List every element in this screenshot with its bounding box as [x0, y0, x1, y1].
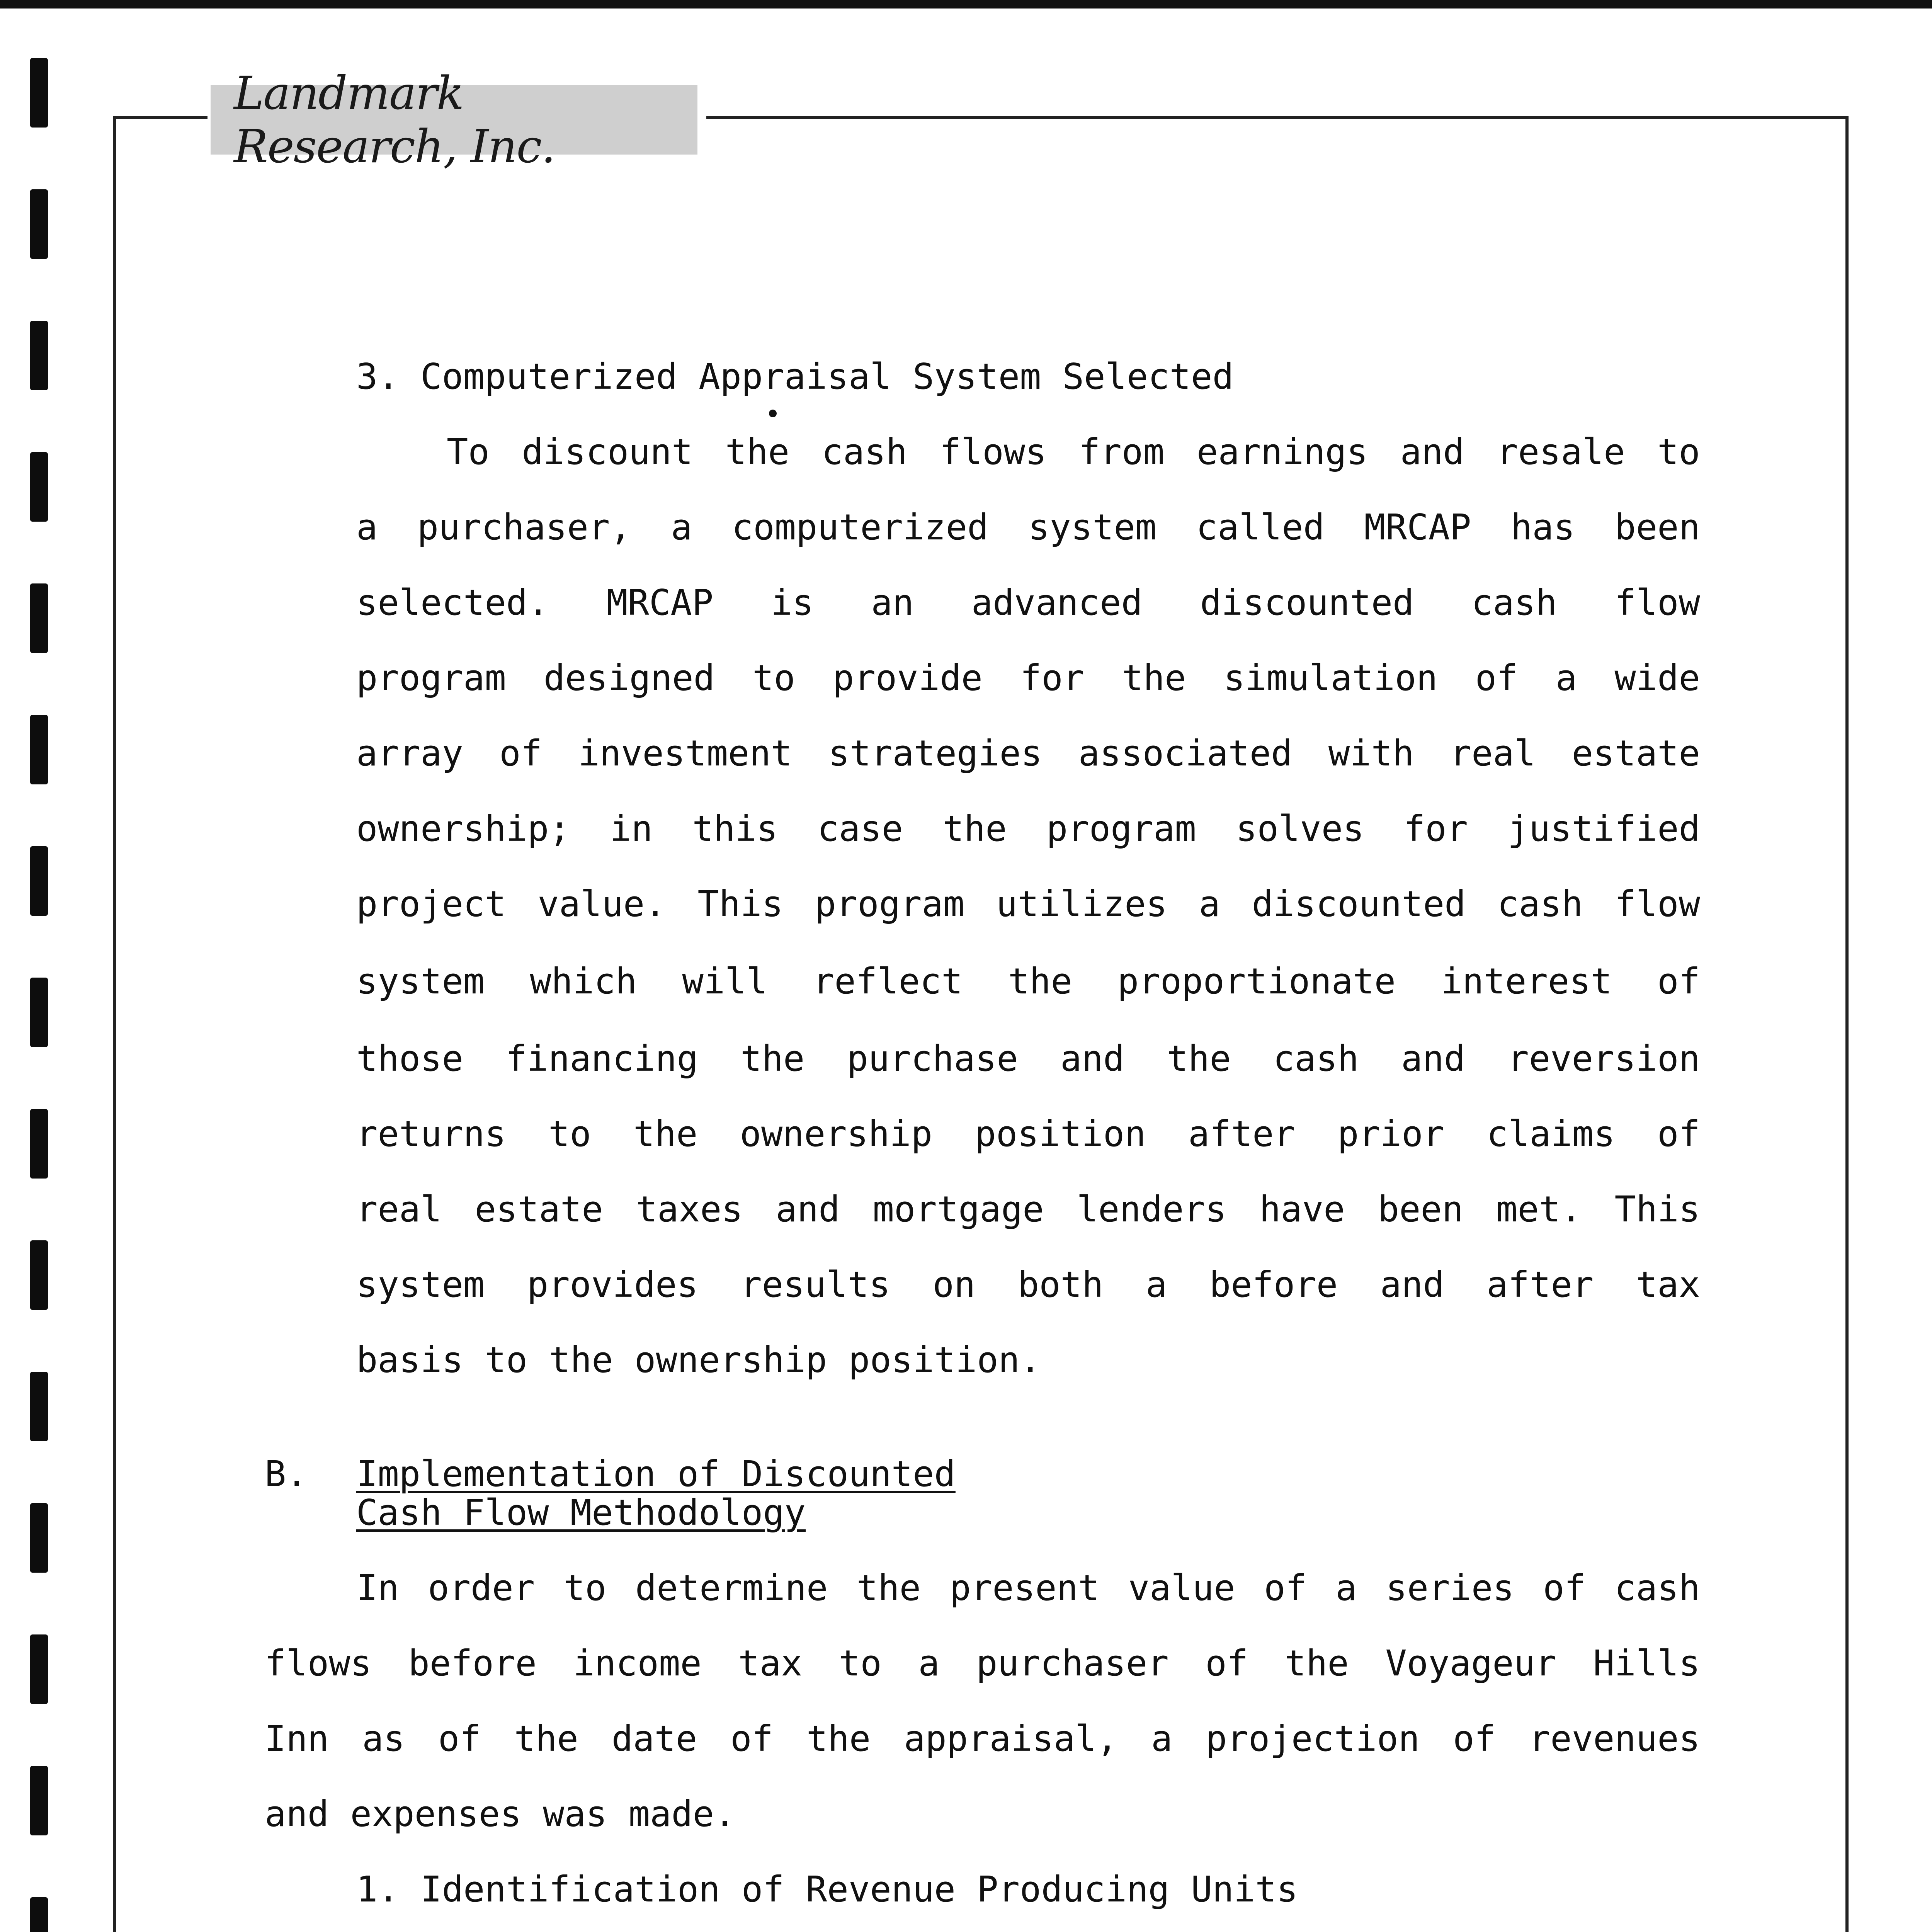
binding-hole	[30, 978, 48, 1047]
word: array	[356, 733, 463, 774]
paragraph-line: and expenses was made.	[265, 1793, 736, 1835]
word: the	[942, 808, 1007, 849]
word: a	[671, 507, 692, 548]
word: and	[1060, 1038, 1125, 1079]
section-b-letter: B.	[265, 1453, 308, 1495]
word: on	[932, 1264, 976, 1305]
company-logo: Landmark Research, Inc.	[211, 85, 697, 155]
word: discounted	[1200, 582, 1414, 623]
word: for	[1403, 808, 1468, 849]
word: program	[815, 883, 965, 925]
word: after	[1188, 1113, 1295, 1155]
word: real	[1450, 733, 1536, 774]
word: series	[1386, 1567, 1514, 1609]
word: earnings	[1197, 431, 1368, 473]
word: cash	[1471, 582, 1557, 623]
binding-hole	[30, 583, 48, 653]
word: and	[1380, 1264, 1444, 1305]
word: from	[1079, 431, 1165, 473]
word: have	[1259, 1189, 1345, 1230]
word: has	[1510, 507, 1575, 548]
word: position	[975, 1113, 1146, 1155]
section-b-title: Implementation of Discounted	[356, 1453, 956, 1495]
paragraph-line	[356, 1115, 1700, 1153]
paragraph-line	[356, 734, 1700, 773]
word: a	[918, 1643, 940, 1684]
word: lenders	[1077, 1189, 1227, 1230]
word: a	[1335, 1567, 1357, 1609]
word: in	[610, 808, 653, 849]
paragraph-line	[356, 1265, 1700, 1304]
binding-hole	[30, 715, 48, 784]
word: of	[1657, 1113, 1700, 1155]
word: investment	[578, 733, 793, 774]
word: designed	[543, 657, 715, 699]
word: been	[1378, 1189, 1464, 1230]
binding-hole	[30, 452, 48, 522]
word: program	[1046, 808, 1196, 849]
word: real	[356, 1189, 442, 1230]
word: projection	[1206, 1718, 1420, 1759]
word: a	[356, 507, 378, 548]
word: after	[1486, 1264, 1594, 1305]
paragraph-line	[356, 810, 1700, 848]
word: In	[356, 1567, 399, 1609]
word: system	[356, 1264, 485, 1305]
word: strategies	[828, 733, 1043, 774]
word: before	[1209, 1264, 1338, 1305]
binding-hole	[30, 1372, 48, 1441]
binding-hole	[30, 58, 48, 128]
word: purchaser,	[417, 507, 631, 548]
frame-line	[113, 116, 116, 1932]
paragraph-line	[265, 1644, 1700, 1683]
word: taxes	[636, 1189, 743, 1230]
word: of	[1264, 1567, 1307, 1609]
word: program	[356, 657, 506, 699]
word: revenues	[1529, 1718, 1700, 1759]
binding-hole	[30, 1109, 48, 1179]
word: with	[1328, 733, 1414, 774]
paragraph-line	[356, 885, 1700, 923]
word: flow	[1614, 582, 1700, 623]
word: the	[806, 1718, 871, 1759]
word: the	[740, 1038, 805, 1079]
word: flows	[265, 1643, 372, 1684]
word: prior	[1337, 1113, 1445, 1155]
word: present	[949, 1567, 1100, 1609]
word: estate	[1571, 733, 1700, 774]
word: a	[1145, 1264, 1167, 1305]
subsection-1-heading: 1. Identification of Revenue Producing Units	[356, 1869, 1298, 1910]
word: of	[1543, 1567, 1586, 1609]
word: justified	[1507, 808, 1700, 849]
word: met.	[1496, 1189, 1582, 1230]
word: the	[1284, 1643, 1349, 1684]
word: computerized	[731, 507, 989, 548]
paragraph-line	[356, 962, 1700, 1001]
word: of	[730, 1718, 774, 1759]
word: associated	[1078, 733, 1293, 774]
word: called	[1196, 507, 1325, 548]
word: returns	[356, 1113, 506, 1155]
word: for	[1020, 657, 1085, 699]
stray-mark	[769, 410, 777, 417]
word: flows	[939, 431, 1047, 473]
word: and	[776, 1189, 840, 1230]
binding-hole	[30, 846, 48, 916]
scan-top-edge	[0, 0, 1932, 9]
word: tax	[738, 1643, 803, 1684]
word: which	[530, 961, 637, 1002]
word: to	[839, 1643, 882, 1684]
word: to	[752, 657, 795, 699]
word: tax	[1636, 1264, 1700, 1305]
word: of	[499, 733, 543, 774]
word: a	[1199, 883, 1220, 925]
section-3-heading: 3. Computerized Appraisal System Selected	[356, 356, 1234, 397]
word: flow	[1614, 883, 1700, 925]
binding-hole	[30, 1766, 48, 1835]
binding-hole	[30, 1897, 48, 1932]
word: discount	[522, 431, 693, 473]
word: proportionate	[1117, 961, 1396, 1002]
word: provides	[527, 1264, 698, 1305]
word: cash	[1614, 1567, 1700, 1609]
word: wide	[1614, 657, 1700, 699]
word: value	[1128, 1567, 1235, 1609]
word: value.	[537, 883, 666, 925]
word: resale	[1497, 431, 1625, 473]
paragraph-line	[356, 1190, 1700, 1229]
word: financing	[505, 1038, 698, 1079]
word: a	[1555, 657, 1577, 699]
binding-hole	[30, 1634, 48, 1704]
section-b-title: Cash Flow Methodology	[356, 1492, 806, 1533]
word: determine	[635, 1567, 828, 1609]
frame-line	[1845, 116, 1849, 1932]
word: estate	[474, 1189, 603, 1230]
word: Voyageur	[1385, 1643, 1557, 1684]
word: purchaser	[976, 1643, 1169, 1684]
word: cash	[821, 431, 908, 473]
word: the	[514, 1718, 578, 1759]
word: to	[548, 1113, 591, 1155]
binding-hole	[30, 1503, 48, 1573]
word: of	[1657, 961, 1700, 1002]
word: discounted	[1252, 883, 1466, 925]
word: reflect	[813, 961, 963, 1002]
word: is	[770, 582, 814, 623]
word: cash	[1497, 883, 1583, 925]
word: mortgage	[872, 1189, 1044, 1230]
word: utilizes	[996, 883, 1167, 925]
binding-hole	[30, 321, 48, 390]
paragraph-line	[447, 433, 1700, 471]
word: date	[611, 1718, 697, 1759]
word: the	[725, 431, 790, 473]
word: case	[817, 808, 903, 849]
word: ownership	[740, 1113, 933, 1155]
word: selected.	[356, 582, 549, 623]
word: the	[856, 1567, 921, 1609]
word: MRCAP	[606, 582, 714, 623]
word: before	[408, 1643, 537, 1684]
frame-line	[706, 116, 1849, 119]
word: to	[563, 1567, 607, 1609]
word: been	[1614, 507, 1700, 548]
word: project	[356, 883, 506, 925]
word: reversion	[1507, 1038, 1700, 1079]
word: as	[362, 1718, 405, 1759]
paragraph-line	[356, 508, 1700, 547]
word: both	[1017, 1264, 1104, 1305]
word: system	[356, 961, 485, 1002]
word: advanced	[971, 582, 1143, 623]
word: purchase	[847, 1038, 1018, 1079]
word: the	[633, 1113, 698, 1155]
word: of	[1453, 1718, 1496, 1759]
word: a	[1151, 1718, 1173, 1759]
word: income	[573, 1643, 702, 1684]
word: of	[438, 1718, 481, 1759]
word: the	[1167, 1038, 1231, 1079]
word: claims	[1486, 1113, 1615, 1155]
word: of	[1475, 657, 1518, 699]
word: solves	[1236, 808, 1364, 849]
word: will	[682, 961, 768, 1002]
paragraph-line	[265, 1719, 1700, 1758]
word: This	[1614, 1189, 1700, 1230]
word: Hills	[1593, 1643, 1700, 1684]
word: cash	[1273, 1038, 1359, 1079]
word: the	[1008, 961, 1072, 1002]
binding-hole	[30, 1240, 48, 1310]
word: to	[1657, 431, 1700, 473]
word: and	[1400, 431, 1464, 473]
word: of	[1205, 1643, 1248, 1684]
paragraph-line	[356, 659, 1700, 697]
word: Inn	[265, 1718, 329, 1759]
word: interest	[1441, 961, 1612, 1002]
word: provide	[833, 657, 983, 699]
word: To	[447, 431, 490, 473]
word: system	[1028, 507, 1157, 548]
word: ownership;	[356, 808, 570, 849]
word: This	[697, 883, 783, 925]
word: an	[871, 582, 914, 623]
paragraph-line	[356, 583, 1700, 622]
word: the	[1122, 657, 1186, 699]
word: this	[692, 808, 778, 849]
word: and	[1401, 1038, 1466, 1079]
word: simulation	[1223, 657, 1438, 699]
paragraph-line	[356, 1039, 1700, 1078]
frame-line	[113, 116, 207, 119]
binding-hole	[30, 189, 48, 259]
paragraph-line: basis to the ownership position.	[356, 1339, 1041, 1381]
word: appraisal,	[904, 1718, 1118, 1759]
word: order	[428, 1567, 535, 1609]
paragraph-line	[356, 1569, 1700, 1607]
word: MRCAP	[1364, 507, 1471, 548]
word: those	[356, 1038, 463, 1079]
word: results	[740, 1264, 891, 1305]
